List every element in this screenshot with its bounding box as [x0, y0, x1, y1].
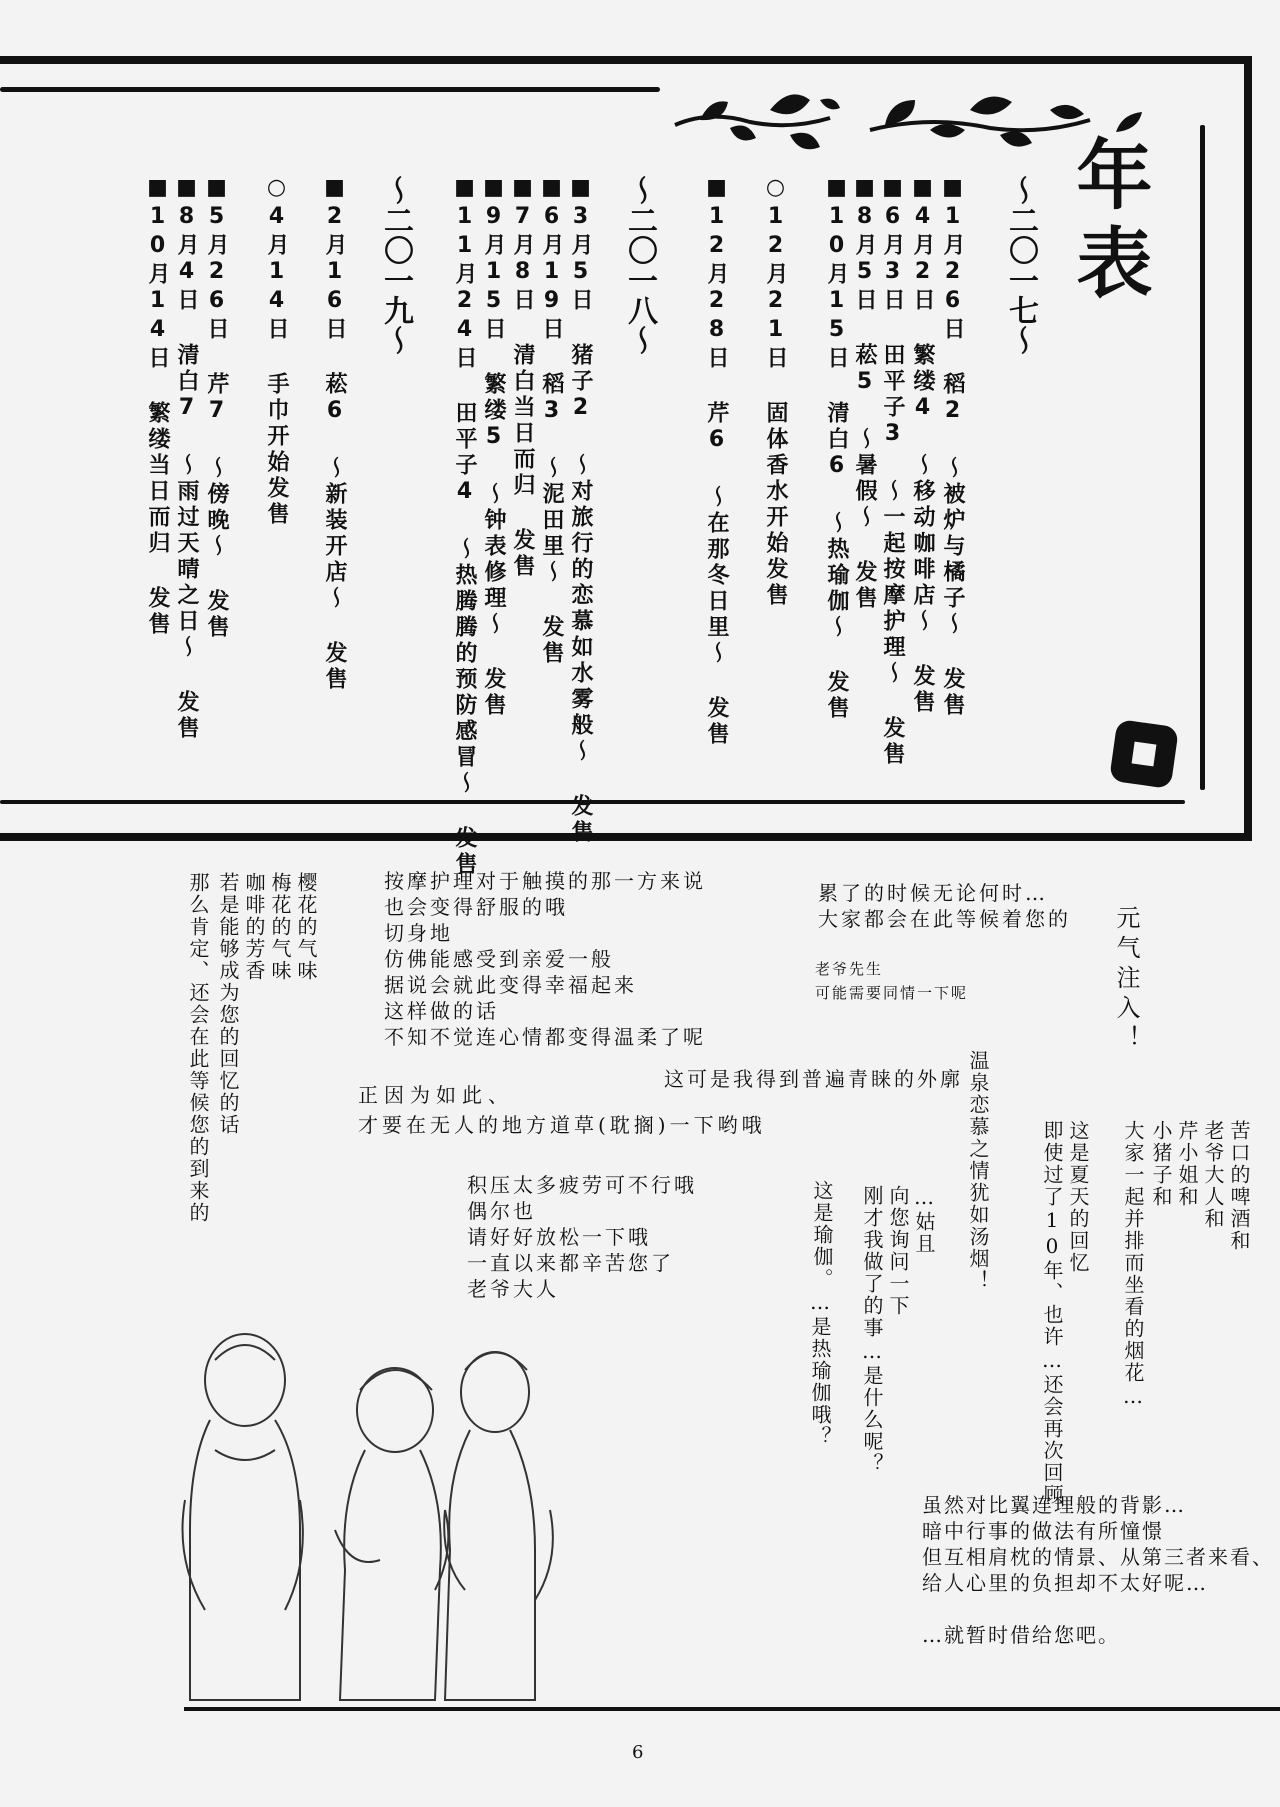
frame-top-border — [0, 56, 1250, 64]
genki-heading: 元气注入！ — [1112, 905, 1140, 1055]
timeline-entry: ■10月14日 繁缕当日而归 发售 — [145, 175, 170, 638]
beer-line: 小猪子和 — [1149, 1120, 1173, 1208]
massage-line: 这样做的话 — [384, 999, 499, 1023]
timeline-entry: ○4月14日 手巾开始发售 — [264, 175, 289, 528]
timeline-entry: ■9月15日 繁缕5 ～钟表修理～ 发售 — [481, 175, 506, 719]
gu-line: 向您询问一下 — [886, 1185, 910, 1317]
timeline-entry: ○12月21日 固体香水开始发售 — [763, 175, 788, 609]
timeline-entry: ■10月15日 清白6 ～热瑜伽～ 发售 — [824, 175, 849, 722]
onsen-line: 温泉恋慕之情犹如汤烟！ — [966, 1050, 990, 1292]
inner-brush-line-right — [1200, 125, 1205, 790]
massage-line: 按摩护理对于触摸的那一方来说 — [384, 869, 706, 893]
laoye-small-line: 可能需要同情一下呢 — [815, 984, 969, 1002]
yoga-line: …是热瑜伽哦？ — [808, 1290, 832, 1448]
timeline-entry: ■7月8日 清白当日而归 发售 — [510, 175, 535, 580]
three-characters-illustration — [175, 1330, 575, 1710]
rest-line: 请好好放松一下哦 — [467, 1225, 651, 1249]
gu-line: …姑且 — [912, 1185, 936, 1255]
michikusa-line: 正因为如此、 — [358, 1083, 514, 1107]
massage-line: 不知不觉连心情都变得温柔了呢 — [384, 1025, 706, 1049]
beer-line: 芹小姐和 — [1175, 1120, 1199, 1208]
square-stamp-icon — [1105, 715, 1185, 795]
beer-line: 老爷大人和 — [1201, 1120, 1225, 1230]
poem-line: 梅花的气味 — [268, 872, 292, 982]
timeline-entry: ■4月2日 繁缕4 ～移动咖啡店～ 发售 — [910, 175, 935, 716]
tired-line: 大家都会在此等候着您的 — [818, 907, 1071, 931]
frame-bottom-border — [0, 833, 1252, 841]
small-leaf-icon — [1112, 108, 1148, 138]
frame-right-border — [1244, 56, 1252, 841]
gaikuo-line: 这可是我得到普遍青睐的外廓 — [664, 1067, 963, 1091]
tired-line: 累了的时候无论何时… — [818, 881, 1048, 905]
summer-line: 这是夏天的回忆 — [1066, 1120, 1090, 1274]
character-middle-figure — [335, 1368, 448, 1700]
summer-line: 即使过了10年、也许…还会再次回顾 — [1040, 1120, 1064, 1506]
inner-brush-line-top — [0, 87, 660, 92]
page-bottom-rule — [184, 1707, 1280, 1711]
massage-line: 据说会就此变得幸福起来 — [384, 973, 637, 997]
timeline-entry: ■12月28日 芹6 ～在那冬日里～ 发售 — [704, 175, 729, 748]
bottom-right-line: 给人心里的负担却不太好呢… — [922, 1571, 1208, 1595]
timeline-entry: ■11月24日 田平子4 ～热腾腾的预防感冒～ 发售 — [452, 175, 477, 878]
bottom-right-line: 虽然对比翼连理般的背影… — [922, 1493, 1186, 1517]
bottom-right-line: …就暂时借给您吧。 — [922, 1623, 1120, 1647]
bottom-right-line: 但互相肩枕的情景、从第三者来看、 — [922, 1545, 1274, 1569]
timeline-entry: ■5月26日 芹7 ～傍晚～ 发售 — [204, 175, 229, 641]
character-left-figure — [183, 1334, 303, 1700]
gu-line: 刚才我做了的事…是什么呢？ — [860, 1185, 884, 1475]
year-2017: ～二〇一七～ — [1003, 175, 1038, 355]
timeline-entry: ■8月5日 菘5 ～暑假～ 发售 — [852, 175, 877, 612]
poem-line: 樱花的气味 — [294, 872, 318, 982]
timeline-entry: ■6月3日 田平子3 ～一起按摩护理～ 发售 — [880, 175, 905, 768]
beer-line: 苦口的啤酒和 — [1227, 1120, 1251, 1252]
beer-line: 大家一起并排而坐看的烟花… — [1121, 1120, 1145, 1410]
massage-line: 仿佛能感受到亲爱一般 — [384, 947, 614, 971]
michikusa-line: 才要在无人的地方道草(耽搁)一下哟哦 — [358, 1113, 766, 1137]
bottom-right-line: 暗中行事的做法有所憧憬 — [922, 1519, 1164, 1543]
timeline-entry: ■3月5日 猪子2 ～对旅行的恋慕如水雾般～ 发售 — [568, 175, 593, 846]
rest-line: 积压太多疲劳可不行哦 — [467, 1173, 697, 1197]
rest-line: 老爷大人 — [467, 1277, 559, 1301]
page-number: 6 — [632, 1742, 644, 1763]
year-2018: ～二〇一八～ — [622, 175, 657, 355]
timeline-entry: ■1月26日 稻2 ～被炉与橘子～ 发售 — [940, 175, 965, 719]
leaf-vine-decoration — [670, 80, 1120, 160]
poem-line: 咖啡的芳香 — [242, 872, 266, 982]
page-title: 年表 — [1064, 135, 1153, 311]
rest-line: 偶尔也 — [467, 1199, 536, 1223]
timeline-entry: ■2月16日 菘6 ～新装开店～ 发售 — [322, 175, 347, 693]
laoye-small-line: 老爷先生 — [815, 960, 884, 978]
massage-line: 也会变得舒服的哦 — [384, 895, 568, 919]
poem-line: 若是能够成为您的回忆的话 — [216, 872, 240, 1136]
massage-line: 切身地 — [384, 921, 453, 945]
timeline-entry: ■6月19日 稻3 ～泥田里～ 发售 — [539, 175, 564, 667]
year-2019: ～二〇一九～ — [378, 175, 413, 355]
poem-line: 那么肯定、还会在此等候您的到来的 — [186, 872, 210, 1224]
yoga-line: 这是瑜伽。 — [810, 1180, 834, 1290]
rest-line: 一直以来都辛苦您了 — [467, 1251, 674, 1275]
timeline-entry: ■8月4日 清白7 ～雨过天晴之日～ 发售 — [174, 175, 199, 742]
character-right-figure — [444, 1352, 553, 1700]
